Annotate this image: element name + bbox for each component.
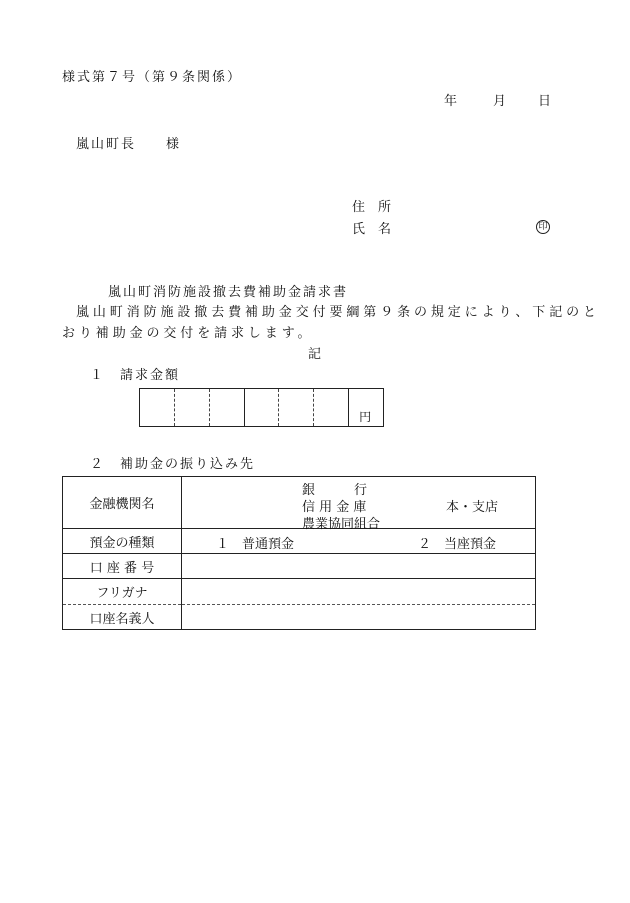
furigana-field[interactable] bbox=[182, 579, 536, 605]
body-text-line2: おり補助金の交付を請求します。 bbox=[62, 326, 315, 341]
item1-label: １ 請求金額 bbox=[90, 368, 181, 383]
bank-transfer-table bbox=[62, 476, 536, 630]
document-title: 嵐山町消防施設撤去費補助金請求書 bbox=[108, 285, 349, 300]
amount-digit-cell[interactable] bbox=[140, 389, 175, 426]
date-month: 月 bbox=[493, 94, 507, 109]
bank-option: 銀 行 bbox=[302, 483, 368, 498]
institution-name-label: 金融機関名 bbox=[63, 477, 182, 529]
ki-mark: 記 bbox=[308, 347, 322, 362]
item2-label: ２ 補助金の振り込み先 bbox=[90, 457, 256, 472]
deposit-type-field[interactable] bbox=[182, 529, 536, 554]
seal-icon bbox=[536, 218, 550, 234]
amount-digit-cell[interactable] bbox=[175, 389, 210, 426]
account-number-field[interactable] bbox=[182, 554, 536, 579]
date-day: 日 bbox=[538, 94, 552, 109]
amount-digit-cell[interactable] bbox=[279, 389, 314, 426]
deposit-type-current[interactable]: ２ 当座預金 bbox=[418, 537, 497, 552]
shinkin-option: 信 用 金 庫 bbox=[302, 500, 367, 515]
address-label: 住 所 bbox=[352, 200, 392, 215]
account-holder-field[interactable] bbox=[182, 605, 536, 630]
noukyou-option: 農業協同組合 bbox=[302, 517, 381, 532]
account-number-label: 口 座 番 号 bbox=[63, 554, 182, 579]
body-text-line1: 嵐山町消防施設撤去費補助金交付要綱第９条の規定により、下記のと bbox=[76, 305, 600, 320]
date-year: 年 bbox=[444, 94, 458, 109]
amount-digit-cell[interactable] bbox=[314, 389, 349, 426]
addressee: 嵐山町長 様 bbox=[76, 137, 182, 152]
amount-digit-cell[interactable] bbox=[210, 389, 245, 426]
branch-label: 本・支店 bbox=[446, 500, 499, 515]
form-number: 様式第７号（第９条関係） bbox=[62, 70, 243, 85]
amount-boxes[interactable] bbox=[139, 388, 384, 427]
seal-mark: 印 bbox=[536, 220, 550, 234]
yen-label: 円 bbox=[359, 410, 372, 424]
furigana-label: フリガナ bbox=[63, 579, 182, 605]
amount-digit-cell[interactable] bbox=[245, 389, 280, 426]
deposit-type-label: 預金の種類 bbox=[63, 529, 182, 554]
amount-digit-cell[interactable] bbox=[349, 389, 383, 426]
institution-name-field[interactable] bbox=[182, 477, 536, 532]
deposit-type-ordinary[interactable]: １ 普通預金 bbox=[216, 537, 295, 552]
name-label: 氏 名 bbox=[352, 222, 392, 237]
account-holder-label: 口座名義人 bbox=[63, 605, 182, 630]
